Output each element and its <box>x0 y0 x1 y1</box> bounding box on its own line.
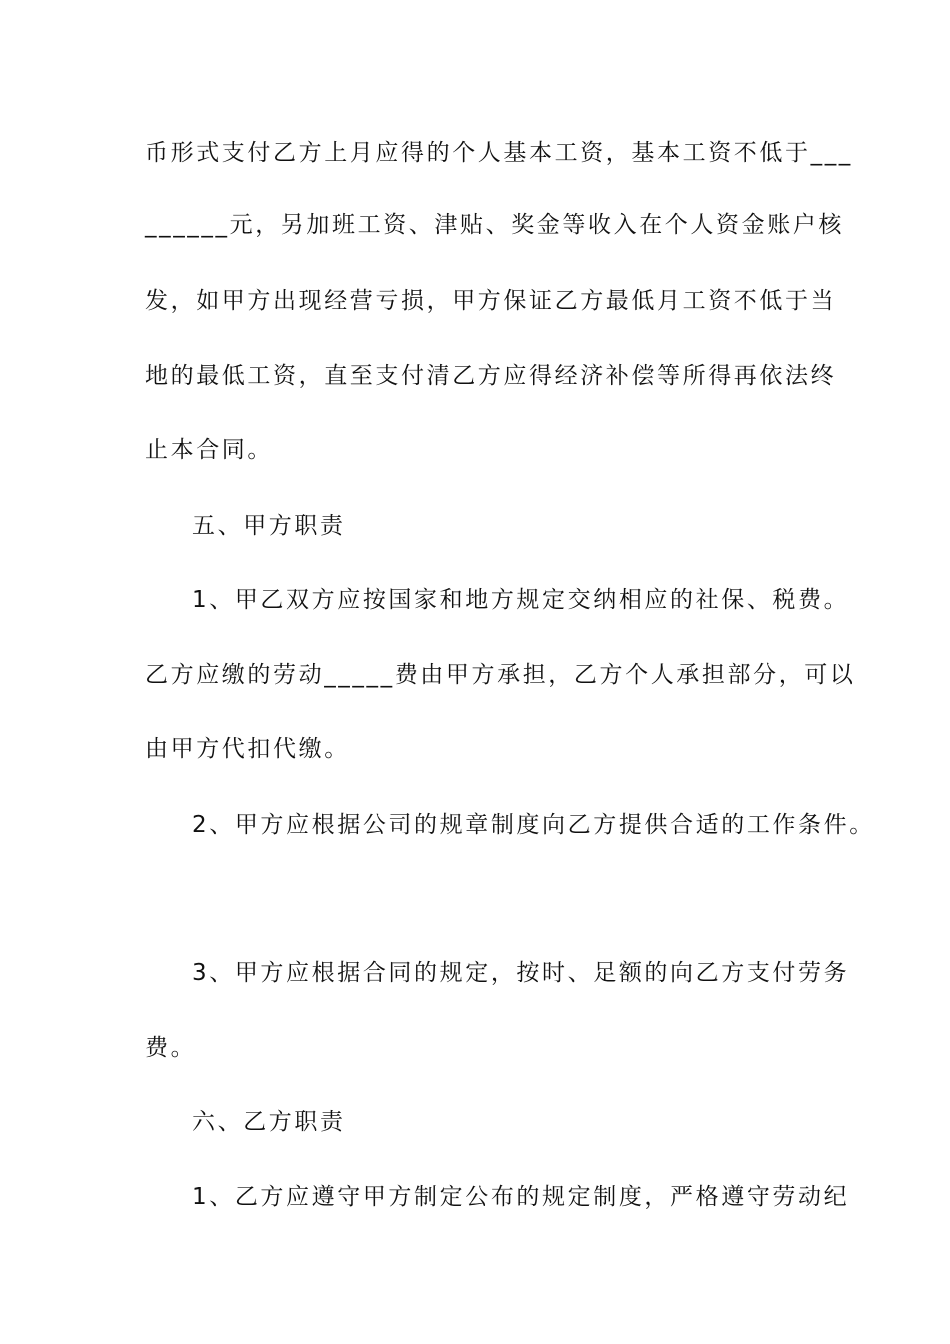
paragraph-line: 发，如甲方出现经营亏损，甲方保证乙方最低月工资不低于当 <box>145 288 837 314</box>
paragraph-line: 1、甲乙双方应按国家和地方规定交纳相应的社保、税费。 <box>192 587 850 613</box>
paragraph-line: 费。 <box>145 1035 197 1061</box>
paragraph-line: 地的最低工资，直至支付清乙方应得经济补偿等所得再依法终 <box>145 363 837 389</box>
paragraph-line: 止本合同。 <box>145 437 273 463</box>
section-heading: 五、甲方职责 <box>192 513 346 539</box>
paragraph-line: 币形式支付乙方上月应得的个人基本工资，基本工资不低于___ <box>145 140 853 166</box>
paragraph-line: 由甲方代扣代缴。 <box>145 736 350 762</box>
paragraph-line: 1、乙方应遵守甲方制定公布的规定制度，严格遵守劳动纪 <box>192 1184 850 1210</box>
paragraph-line: 乙方应缴的劳动_____费由甲方承担，乙方个人承担部分，可以 <box>145 662 856 688</box>
paragraph-line: 2、甲方应根据公司的规章制度向乙方提供合适的工作条件。 <box>192 812 875 838</box>
paragraph-line: 3、甲方应根据合同的规定，按时、足额的向乙方支付劳务 <box>192 960 850 986</box>
section-heading: 六、乙方职责 <box>192 1109 346 1135</box>
paragraph-line: ______元，另加班工资、津贴、奖金等收入在个人资金账户核 <box>145 212 844 238</box>
